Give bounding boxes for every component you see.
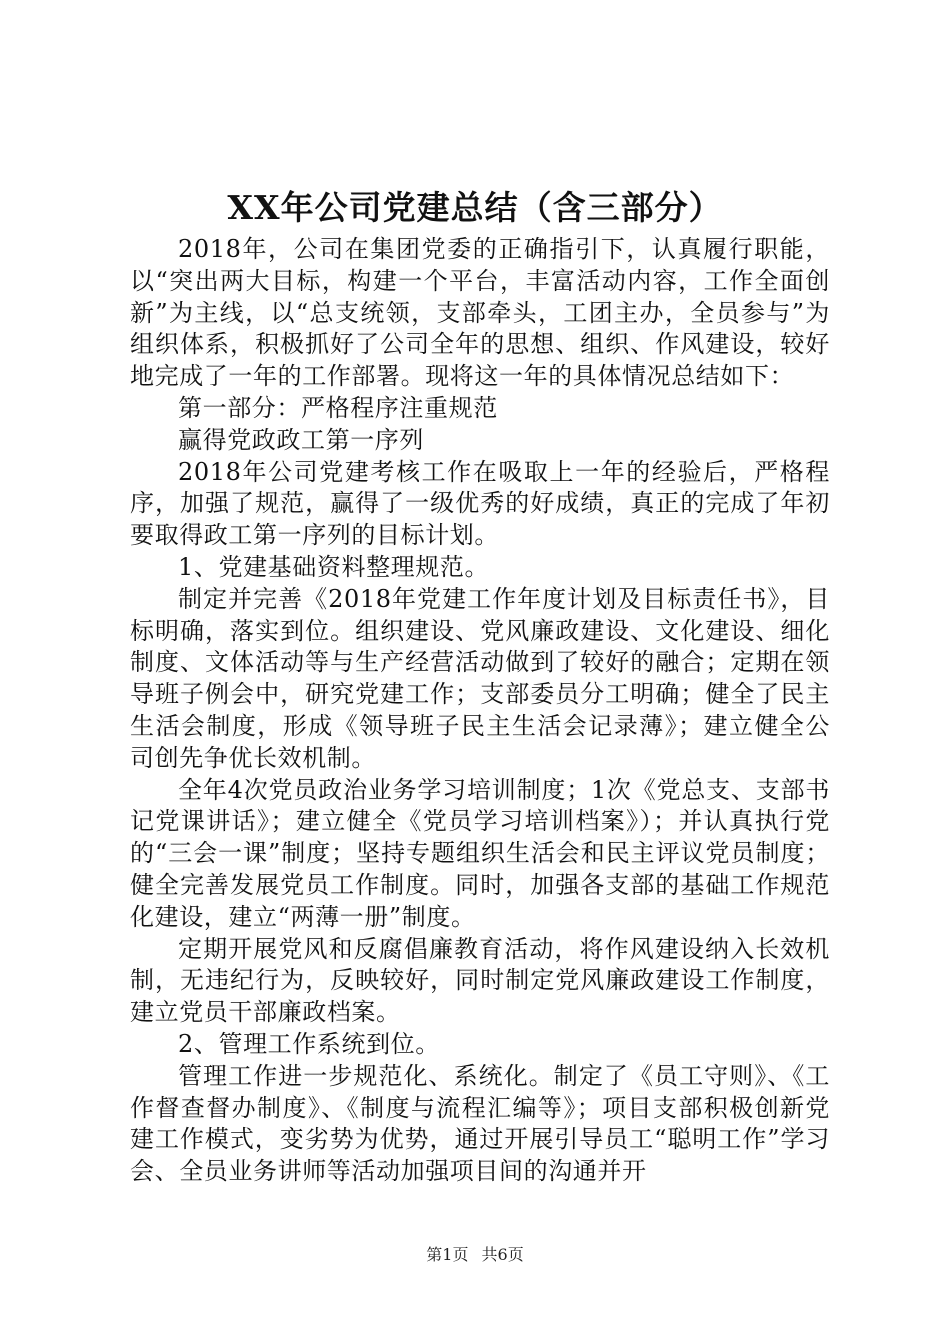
paragraph: 全年4次党员政治业务学习培训制度；1次《党总支、支部书记党课讲话》；建立健全《党员学习培训档案》）；并认真执行党的“三会一课”制度；坚持专题组织生活会和民主评议党员制度；健全完善发展党员工作制度。同时，加强各支部的基础工作规范化建设，建立“两薄一册”制度。 [130,775,830,931]
page-number-current: 第1页 [426,1245,469,1264]
section-heading-part-one: 第一部分：严格程序注重规范 [178,393,498,422]
document-title: XX年公司党建总结（含三部分） [227,188,723,227]
paragraph: 2018年公司党建考核工作在吸取上一年的经验后，严格程序，加强了规范，赢得了一级优秀的好成绩，真正的完成了年初要取得政工第一序列的目标计划。 [130,457,830,550]
paragraph: 定期开展党风和反腐倡廉教育活动，将作风建设纳入长效机制，无违纪行为，反映较好，同时制定党风廉政建设工作制度，建立党员干部廉政档案。 [130,934,830,1027]
list-heading-1: 1、党建基础资料整理规范。 [178,552,490,581]
page-footer [0,1244,950,1266]
paragraph: 管理工作进一步规范化、系统化。制定了《员工守则》、《工作督查督办制度》、《制度与流程汇编等》；项目支部积极创新党建工作模式，变劣势为优势，通过开展引导员工“聪明工作”学习会、全员业务讲师等活动加强项目间的沟通并开 [130,1061,830,1186]
list-heading-2: 2、管理工作系统到位。 [178,1029,440,1058]
paragraph: 制定并完善《2018年党建工作年度计划及目标责任书》，目标明确，落实到位。组织建设、党风廉政建设、文化建设、细化制度、文体活动等与生产经营活动做到了较好的融合；定期在领导班子例会中，研究党建工作；支部委员分工明确；健全了民主生活会制度，形成《领导班子民主生活会记录薄》；建立健全公司创先争优长效机制。 [130,584,830,772]
page-number-total: 共6页 [481,1245,524,1264]
document-body [130,234,830,1188]
paragraph-intro: 2018年，公司在集团党委的正确指引下，认真履行职能，以“突出两大目标，构建一个平台，丰富活动内容，工作全面创新”为主线，以“总支统领，支部牵头，工团主办，全员参与”为组织体系，积极抓好了公司全年的思想、组织、作风建设，较好地完成了一年的工作部署。现将这一年的具体情况总结如下： [130,235,830,391]
section-subheading: 赢得党政政工第一序列 [178,425,424,454]
